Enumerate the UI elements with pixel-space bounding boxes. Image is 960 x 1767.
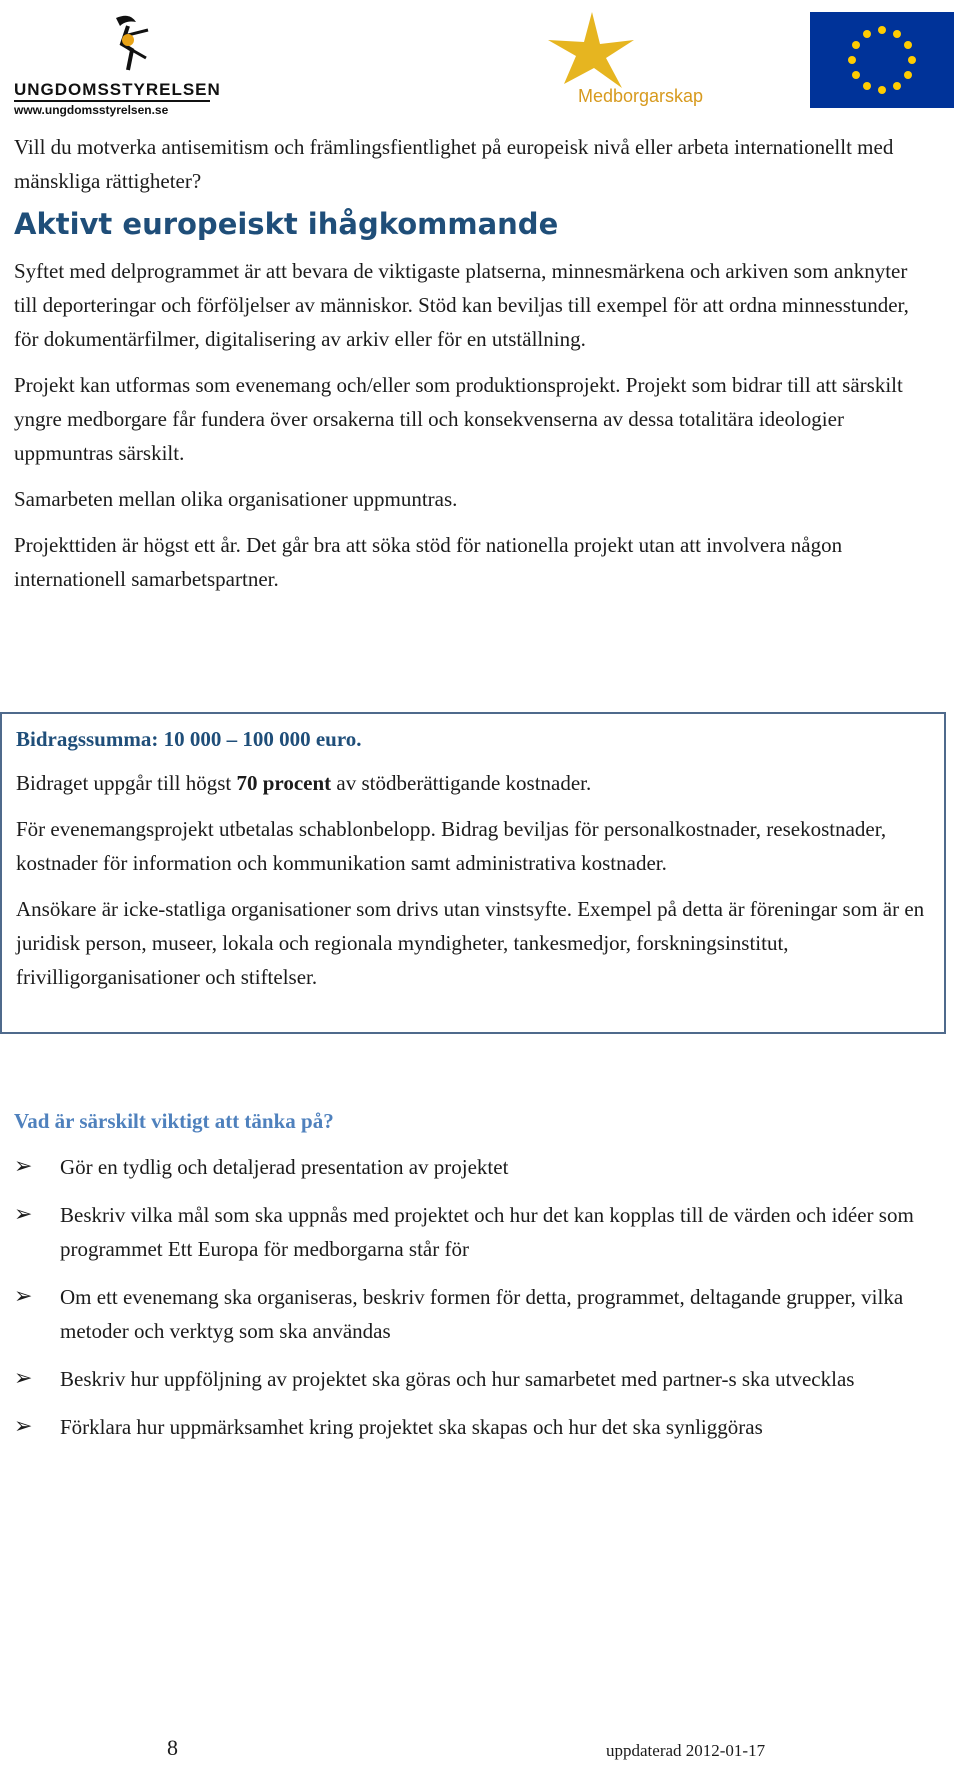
list-item: [14, 1150, 934, 1184]
grant-prefix: Bidraget uppgår till högst: [16, 771, 237, 795]
list-item: [14, 1362, 934, 1396]
star-icon: [530, 10, 660, 90]
grant-percent-bold: 70 procent: [236, 771, 332, 795]
bullet-list: [14, 1150, 934, 1458]
arrow-bullet-icon: ➢: [14, 1414, 33, 1439]
paragraph: Syftet med delprogrammet är att bevara de viktigaste platserna, minnesmärkena och arkiven som anknyter till deporteringar och förföljelser av människor. Stöd kan beviljas till exempel för att ordna minnesstunder, för dokumentärfilmer, digitalisering av arkiv eller för en utställning.: [14, 259, 909, 351]
logo-underline: [14, 100, 210, 102]
list-item-text: Om ett evenemang ska organiseras, beskriv formen för detta, programmet, deltagande grupper, vilka metoder och verktyg som ska användas: [60, 1285, 904, 1343]
list-item-text: Förklara hur uppmärksamhet kring projektet ska skapas och hur det ska synliggöras: [60, 1415, 763, 1439]
list-item: [14, 1410, 934, 1444]
box-paragraph: För evenemangsprojekt utbetalas schablonbelopp. Bidrag beviljas för personalkostnader, resekostnader, kostnader för information och kommunikation samt administrativa kostnader.: [16, 817, 887, 875]
page-number: 8: [167, 1735, 178, 1760]
list-item-text: Beskriv hur uppföljning av projektet ska göras och hur samarbetet med partner-s ska utvecklas: [60, 1367, 855, 1391]
box-paragraph: Ansökare är icke-statliga organisationer som drivs utan vinstsyfte. Exempel på detta är föreningar som är en juridisk person, museer, lokala och regionala myndigheter, tankesmedjor, forskningsinstitut, frivilligorganisationer och stiftelser.: [16, 897, 925, 989]
arrow-bullet-icon: ➢: [14, 1154, 33, 1179]
ungdomsstyrelsen-url: www.ungdomsstyrelsen.se: [14, 103, 169, 117]
grant-info-box: [0, 712, 946, 1034]
medborgarskap-label: Medborgarskap: [578, 86, 704, 106]
main-content: [14, 130, 934, 608]
ungdomsstyrelsen-wordmark: UNGDOMSSTYRELSEN: [14, 80, 221, 99]
paragraph: Samarbeten mellan olika organisationer uppmuntras.: [14, 487, 458, 511]
arrow-bullet-icon: ➢: [14, 1284, 33, 1309]
arrow-bullet-icon: ➢: [14, 1366, 33, 1391]
ungdomsstyrelsen-logo: [14, 10, 221, 117]
page-header: [0, 0, 960, 118]
section-title: Aktivt europeiskt ihågkommande: [14, 207, 559, 241]
figure-icon: [94, 10, 164, 80]
list-item-text: Beskriv vilka mål som ska uppnås med projektet och hur det kan kopplas till de värden och idéer som programmet Ett Europa för medborgarna står för: [60, 1203, 914, 1261]
arrow-bullet-icon: ➢: [14, 1202, 33, 1227]
intro-text: Vill du motverka antisemitism och främlingsfientlighet på europeisk nivå eller arbeta internationellt med mänskliga rättigheter?: [14, 135, 894, 193]
eu-flag-icon: [810, 12, 954, 108]
grant-suffix: av stödberättigande kostnader.: [331, 771, 592, 795]
paragraph: Projekttiden är högst ett år. Det går bra att söka stöd för nationella projekt utan att involvera någon internationell samarbetspartner.: [14, 533, 843, 591]
grant-amount-title: Bidragssumma: 10 000 – 100 000 euro.: [16, 727, 362, 751]
list-item: [14, 1198, 934, 1266]
updated-date: uppdaterad 2012-01-17: [606, 1741, 766, 1760]
subheading: Vad är särskilt viktigt att tänka på?: [14, 1109, 334, 1133]
list-item: [14, 1280, 934, 1348]
list-item-text: Gör en tydlig och detaljerad presentation av projektet: [60, 1155, 509, 1179]
grant-percentage: [16, 766, 936, 800]
medborgarskap-logo: [530, 10, 730, 114]
paragraph: Projekt kan utformas som evenemang och/eller som produktionsprojekt. Projekt som bidrar till att särskilt yngre medborgare får fundera över orsakerna till och konsekvenserna av dessa totalitära ideologier uppmuntras särskilt.: [14, 373, 903, 465]
